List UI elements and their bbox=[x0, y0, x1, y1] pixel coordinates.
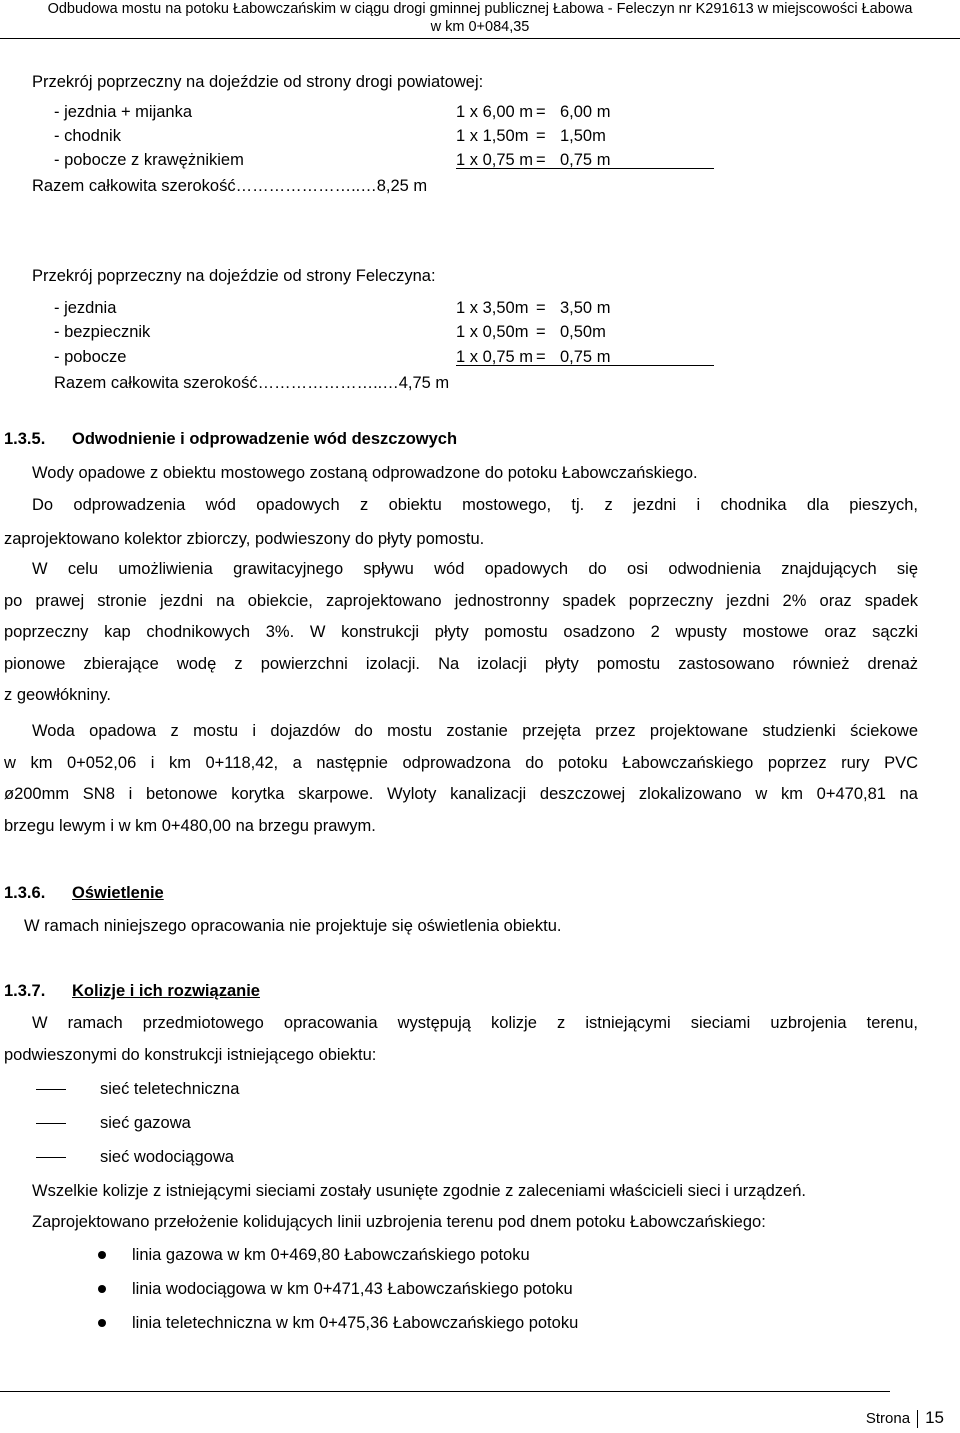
page-number: 15 bbox=[925, 1408, 944, 1427]
bullet-icon bbox=[98, 1319, 106, 1327]
cross-section-b-title: Przekrój poprzeczny na dojeździe od strony Feleczyna: bbox=[32, 267, 436, 285]
running-header bbox=[0, 0, 960, 36]
paragraph: Woda opadowa z mostu i dojazdów do mostu zostanie przejęta przez projektowane studzienki ściekowe w km 0+052,06 i km 0+118,42, a następnie odprowadzona do potoku Łabowczańskiego poprzez rury PVC ø200mm SN8 i betonowe korytka skarpowe. Wyloty kanalizacji deszczowej zlokalizowano w km 0+470,81 na brzegu lewym i w km 0+480,00 na brzegu prawym. bbox=[4, 722, 918, 835]
header-rule bbox=[0, 38, 960, 39]
page-footer bbox=[866, 1408, 944, 1429]
sum-underline bbox=[456, 365, 714, 366]
dash-icon bbox=[36, 1089, 66, 1090]
dash-icon bbox=[36, 1123, 66, 1124]
paragraph-line: Do odprowadzenia wód opadowych z obiektu mostowego, tj. z jezdni i chodnika dla pieszych, bbox=[32, 496, 918, 514]
cross-section-a-title: Przekrój poprzeczny na dojeździe od strony drogi powiatowej: bbox=[32, 73, 484, 91]
paragraph: W ramach przedmiotowego opracowania występują kolizje z istniejącymi sieciami uzbrojenia terenu, podwieszonymi do konstrukcji istniejącego obiektu: bbox=[4, 1014, 918, 1064]
header-line-1: Odbudowa mostu na potoku Łabowczańskim w ciągu drogi gminnej publicznej Łabowa - Feleczyn nr K291613 w miejscowości Łabowa bbox=[47, 1, 913, 17]
sum-underline bbox=[456, 168, 714, 169]
footer-rule bbox=[0, 1391, 890, 1392]
paragraph: W ramach niniejszego opracowania nie projektuje się oświetlenia obiektu. bbox=[24, 917, 562, 935]
cross-section-b-total: Razem całkowita szerokość…………………..…4,75 m bbox=[54, 374, 450, 392]
paragraph: W celu umożliwienia grawitacyjnego spływu wód opadowych do osi odwodnienia znajdujących się po prawej stronie jezdni na obiekcie, zaprojektowano jednostronny spadek poprzeczny jezdni 2% oraz spadek poprzeczny kap chodnikowych 3%. W konstrukcji płyty pomostu osadzono 2 wpusty mostowe oraz sączki pionowe zbierające wodę z powierzchni izolacji. Na izolacji płyty pomostu zastosowano również drenaż z geowłókniny. bbox=[4, 560, 918, 704]
paragraph: Zaprojektowano przełożenie kolidujących linii uzbrojenia terenu pod dnem potoku Łabowczańskiego: bbox=[32, 1213, 766, 1231]
page-label: Strona bbox=[865, 1410, 911, 1427]
footer-separator bbox=[917, 1410, 918, 1428]
cross-section-a-total: Razem całkowita szerokość…………………..…8,25 m bbox=[32, 177, 428, 195]
paragraph-line: zaprojektowano kolektor zbiorczy, podwieszony do płyty pomostu. bbox=[4, 530, 485, 548]
bullet-icon bbox=[98, 1285, 106, 1293]
paragraph: Wody opadowe z obiektu mostowego zostaną odprowadzone do potoku Łabowczańskiego. bbox=[32, 464, 698, 482]
document-page: Odbudowa mostu na potoku Łabowczańskim w ciągu drogi gminnej publicznej Łabowa - Feleczyn nr K291613 w miejscowości Łabowa w km 0+084,35 Przekrój poprzeczny na dojeździe od strony drogi powiatowej: - jezdnia + mijanka 1 x 6,00 m = 6,00 m - chodnik 1 x 1,50m = 1,50m - pobocze z krawężnikiem 1 x 0,75 m = 0,75 m Razem całkowita szerokość…………………..…8,25 m Przekrój poprzeczny na dojeździe od strony Feleczyna: - jezdnia 1 x 3,50m = 3,50 m - bezpiecznik 1 x 0,50m = 0,50m - pobocze 1 x 0,75 m = 0,75 m Razem całkowita szerokość…………………..…4,75 m 1.3.5. Odwodnienie i odprowadzenie wód deszczowych Wody opadowe z obiektu mostowego zostaną odprowadzone do potoku Łabowczańskiego. Do odprowadzenia wód opadowych z obiektu mostowego, tj. z jezdni i chodnika dla pieszych, zaprojektowano kolektor zbiorczy, podwieszony do płyty pomostu. W celu umożliwienia grawitacyjnego spływu wód opadowych do osi odwodnienia znajdujących się po prawej stronie jezdni na obiekcie, zaprojektowano jednostronny spadek poprzeczny jezdni 2% oraz spadek poprzeczny kap chodnikowych 3%. W konstrukcji płyty pomostu osadzono 2 wpusty mostowe oraz sączki pionowe zbierające wodę z powierzchni izolacji. Na izolacji płyty pomostu zastosowano również drenaż z geowłókniny. Woda opadowa z mostu i dojazdów do mostu zostanie przejęta przez projektowane studzienki ściekowe w km 0+052,06 i km 0+118,42, a następnie odprowadzona do potoku Łabowczańskiego poprzez rury PVC ø200mm SN8 i betonowe korytka skarpowe. Wyloty kanalizacji deszczowej zlokalizowano w km 0+470,81 na brzegu lewym i w km 0+480,00 na brzegu prawym. 1.3.6. Oświetlenie W ramach niniejszego opracowania nie projektuje się oświetlenia obiektu. 1.3.7. Kolizje i ich rozwiązanie W ramach przedmiotowego opracowania występują kolizje z istniejącymi sieciami uzbrojenia terenu, podwieszonymi do konstrukcji istniejącego obiektu: sieć teletechniczna sieć gazowa sieć wodociągowa Wszelkie kolizje z istniejącymi sieciami zostały usunięte zgodnie z zaleceniami właścicieli sieci i urządzeń. Zaprojektowano przełożenie kolidujących linii uzbrojenia terenu pod dnem potoku Łabowczańskiego: linia gazowa w km 0+469,80 Łabowczańskiego potoku linia wodociągowa w km 0+471,43 Łabowczańskiego potoku linia teletechniczna w km 0+475,36 Łabowczańskiego potoku Strona 15 bbox=[0, 0, 960, 1433]
paragraph: Wszelkie kolizje z istniejącymi sieciami zostały usunięte zgodnie z zaleceniami właścicieli sieci i urządzeń. bbox=[32, 1182, 806, 1200]
header-line-2: w km 0+084,35 bbox=[430, 19, 530, 35]
dash-icon bbox=[36, 1157, 66, 1158]
bullet-icon bbox=[98, 1251, 106, 1259]
